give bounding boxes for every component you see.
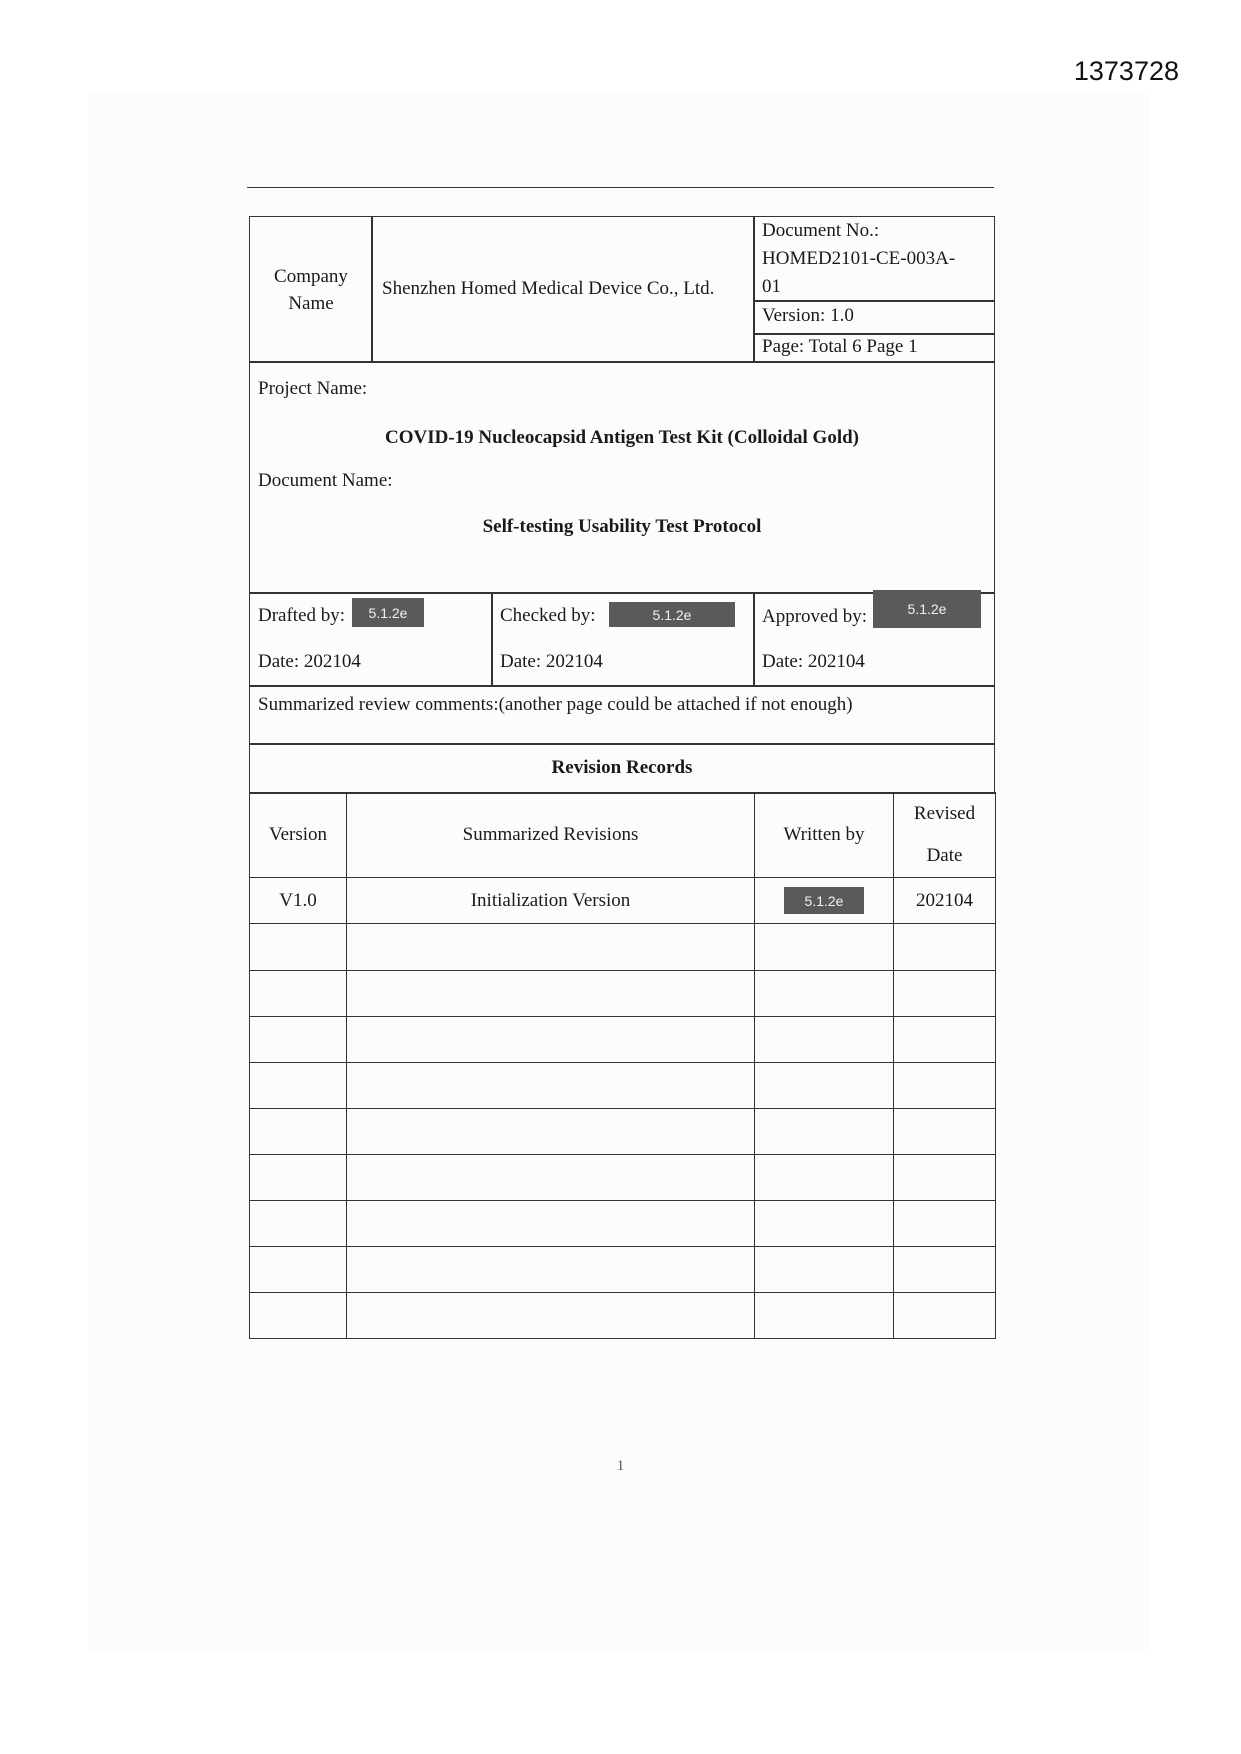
- company-label: Company Name: [274, 266, 348, 314]
- col-version: Version: [250, 793, 347, 878]
- project-name-label: Project Name:: [258, 378, 368, 399]
- table-row-empty: [250, 971, 996, 1017]
- company-name: Shenzhen Homed Medical Device Co., Ltd.: [382, 278, 715, 299]
- table-row-empty: [250, 1155, 996, 1201]
- table-row-empty: [250, 1293, 996, 1339]
- checked-date: Date: 202104: [500, 651, 603, 672]
- document-id: 1373728: [1073, 56, 1179, 86]
- row-version: V1.0: [250, 878, 347, 924]
- col-written-by: Written by: [755, 793, 894, 878]
- document-name-label: Document Name:: [258, 470, 393, 491]
- col-revised-date-line1: Revised: [913, 803, 976, 824]
- row-date: 202104: [894, 878, 996, 924]
- row-written-by-redaction: 5.1.2e: [784, 887, 864, 914]
- table-row-empty: [250, 1201, 996, 1247]
- col-revised-date-line2: Date: [926, 845, 963, 866]
- drafted-redaction: 5.1.2e: [352, 598, 424, 627]
- approved-date: Date: 202104: [762, 651, 865, 672]
- table-header-row: [250, 793, 996, 878]
- version-text: Version: 1.0: [762, 305, 854, 326]
- col-summary: Summarized Revisions: [347, 793, 755, 878]
- table-row-empty: [250, 924, 996, 971]
- approved-label: Approved by:: [762, 606, 868, 627]
- row-summary: Initialization Version: [347, 878, 755, 924]
- col-revised-date: [894, 793, 996, 878]
- header-rule: [247, 187, 994, 188]
- document-no-line2: 01: [762, 276, 781, 297]
- page-number: 1: [616, 1458, 625, 1474]
- revision-records-title: Revision Records: [551, 757, 693, 778]
- drafted-date: Date: 202104: [258, 651, 361, 672]
- table-row-empty: [250, 1109, 996, 1155]
- document-no-label: Document No.:: [762, 220, 880, 241]
- approved-redaction: 5.1.2e: [873, 590, 981, 628]
- project-name: COVID-19 Nucleocapsid Antigen Test Kit (Colloidal Gold): [385, 427, 859, 448]
- document-no-line1: HOMED2101-CE-003A-: [762, 248, 956, 269]
- table-row-empty: [250, 1017, 996, 1063]
- revision-records-table: [249, 792, 996, 1339]
- document-name: Self-testing Usability Test Protocol: [482, 516, 762, 537]
- table-row-empty: [250, 1247, 996, 1293]
- page-text: Page: Total 6 Page 1: [762, 336, 918, 357]
- drafted-label: Drafted by:: [258, 605, 346, 626]
- review-comments: Summarized review comments:(another page could be attached if not enough): [258, 694, 853, 715]
- checked-redaction: 5.1.2e: [609, 602, 735, 627]
- table-row-empty: [250, 1063, 996, 1109]
- table-row: [250, 878, 996, 924]
- row-written-by-cell: [755, 878, 894, 924]
- checked-label: Checked by:: [500, 605, 596, 626]
